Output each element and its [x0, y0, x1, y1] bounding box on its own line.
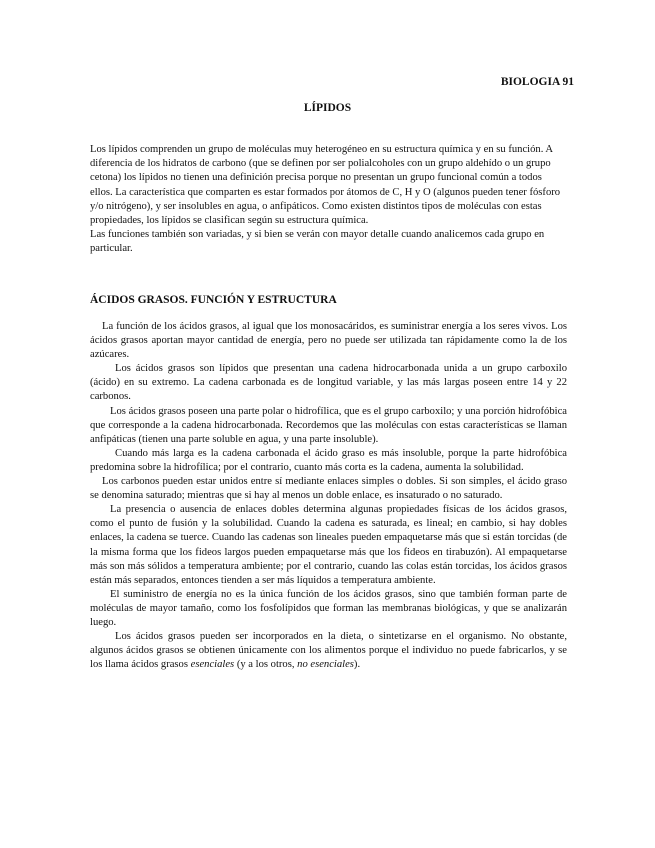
paragraph-structure: Los ácidos grasos son lípidos que presentan una cadena hidrocarbonada unida a un grupo carboxilo (ácido) en su extremo. La cadena carbonada es de longitud variable, y las más largas poseen entre 14 y 22 carbonos.: [90, 363, 567, 403]
paragraph-polarity: Los ácidos grasos poseen una parte polar o hidrofílica, que es el grupo carboxilo; y una porción hidrofóbica que corresponde a la cadena hidrocarbonada. Recordemos que las moléculas con estas características se llaman anfipáticas (tienen una parte soluble en agua, y una parte insoluble).: [90, 405, 567, 445]
page-title: LÍPIDOS: [303, 102, 352, 114]
paragraph-other-functions: El suministro de energía no es la única función de los ácidos grasos, sino que también forman parte de moléculas de mayor tamaño, como los fosfolípidos que forman las membranas biológicas, y que se analizarán luego.: [90, 588, 567, 628]
paragraph-physical-properties: La presencia o ausencia de enlaces dobles determina algunas propiedades físicas de los ácidos grasos, como el punto de fusión y la solubilidad. Cuando la cadena es saturada, es lineal; en cambio, si hay dobles enlaces, la cadena se tuerce. Cuando las cadenas son lineales pueden empaquetarse más que si están torcidas (de la misma forma que los fideos largos pueden empaquetarse más que los fideos en tirabuzón). Al empaquetarse más son más sólidos a temperatura ambiente; por el contrario, cuando las colas están torcidas, los ácidos grasos están más separados, entonces tienden a ser más líquidos a temperatura ambiente.: [90, 504, 567, 586]
non-essential-term: no esenciales: [297, 659, 354, 671]
paragraph-solubility: Cuando más larga es la cadena carbonada el ácido graso es más insoluble, porque la parte hidrofóbica predomina sobre la hidrofílica; por el contrario, cuanto más corta es la cadena, aumenta la solubilidad.: [90, 447, 567, 473]
intro-paragraph-1: Los lípidos comprenden un grupo de moléculas muy heterogéneo en su estructura química y en su función. A diferencia de los hidratos de carbono (que se definen por ser polialcoholes con un grupo aldehído o un grupo cetona) los lípidos no tienen una definición precisa porque no presentan un grupo funcional común a todos ellos. La característica que comparten es estar formados por átomos de C, H y O (algunos pueden tener fósforo y/o nitrógeno), y ser insolubles en agua, o anfipáticos. Como existen distintos tipos de moléculas con estas propiedades, los lípidos se clasifican según su estructura química.: [90, 144, 561, 227]
essential-text-end: ).: [353, 659, 361, 671]
essential-text-middle: (y a los otros,: [234, 659, 298, 671]
section-body: [90, 320, 567, 672]
section-title: ÁCIDOS GRASOS. FUNCIÓN Y ESTRUCTURA: [90, 294, 337, 306]
paragraph-bonds: Los carbonos pueden estar unidos entre sí mediante enlaces simples o dobles. Si son simples, el ácido graso se denomina saturado; mientras que si hay al menos un doble enlace, es insaturado o no saturado.: [90, 476, 567, 502]
essential-text-start: Los ácidos grasos pueden ser incorporados en la dieta, o sintetizarse en el organismo. No obstante, algunos ácidos grasos se obtienen únicamente con los alimentos porque el individuo no puede fabricarlos, y se los llama ácidos grasos: [90, 631, 567, 671]
intro-section: [90, 143, 567, 257]
paragraph-essential: [90, 630, 567, 672]
essential-term: esenciales: [190, 659, 235, 671]
page-header: BIOLOGIA 91: [500, 76, 574, 88]
intro-paragraph-2: Las funciones también son variadas, y si bien se verán con mayor detalle cuando analicemos cada grupo en particular.: [90, 229, 545, 255]
paragraph-function: La función de los ácidos grasos, al igual que los monosacáridos, es suministrar energía a los seres vivos. Los ácidos grasos aportan mayor cantidad de energía, pero no puede ser utilizada tan rápidamente como la de los azúcares.: [90, 321, 567, 361]
